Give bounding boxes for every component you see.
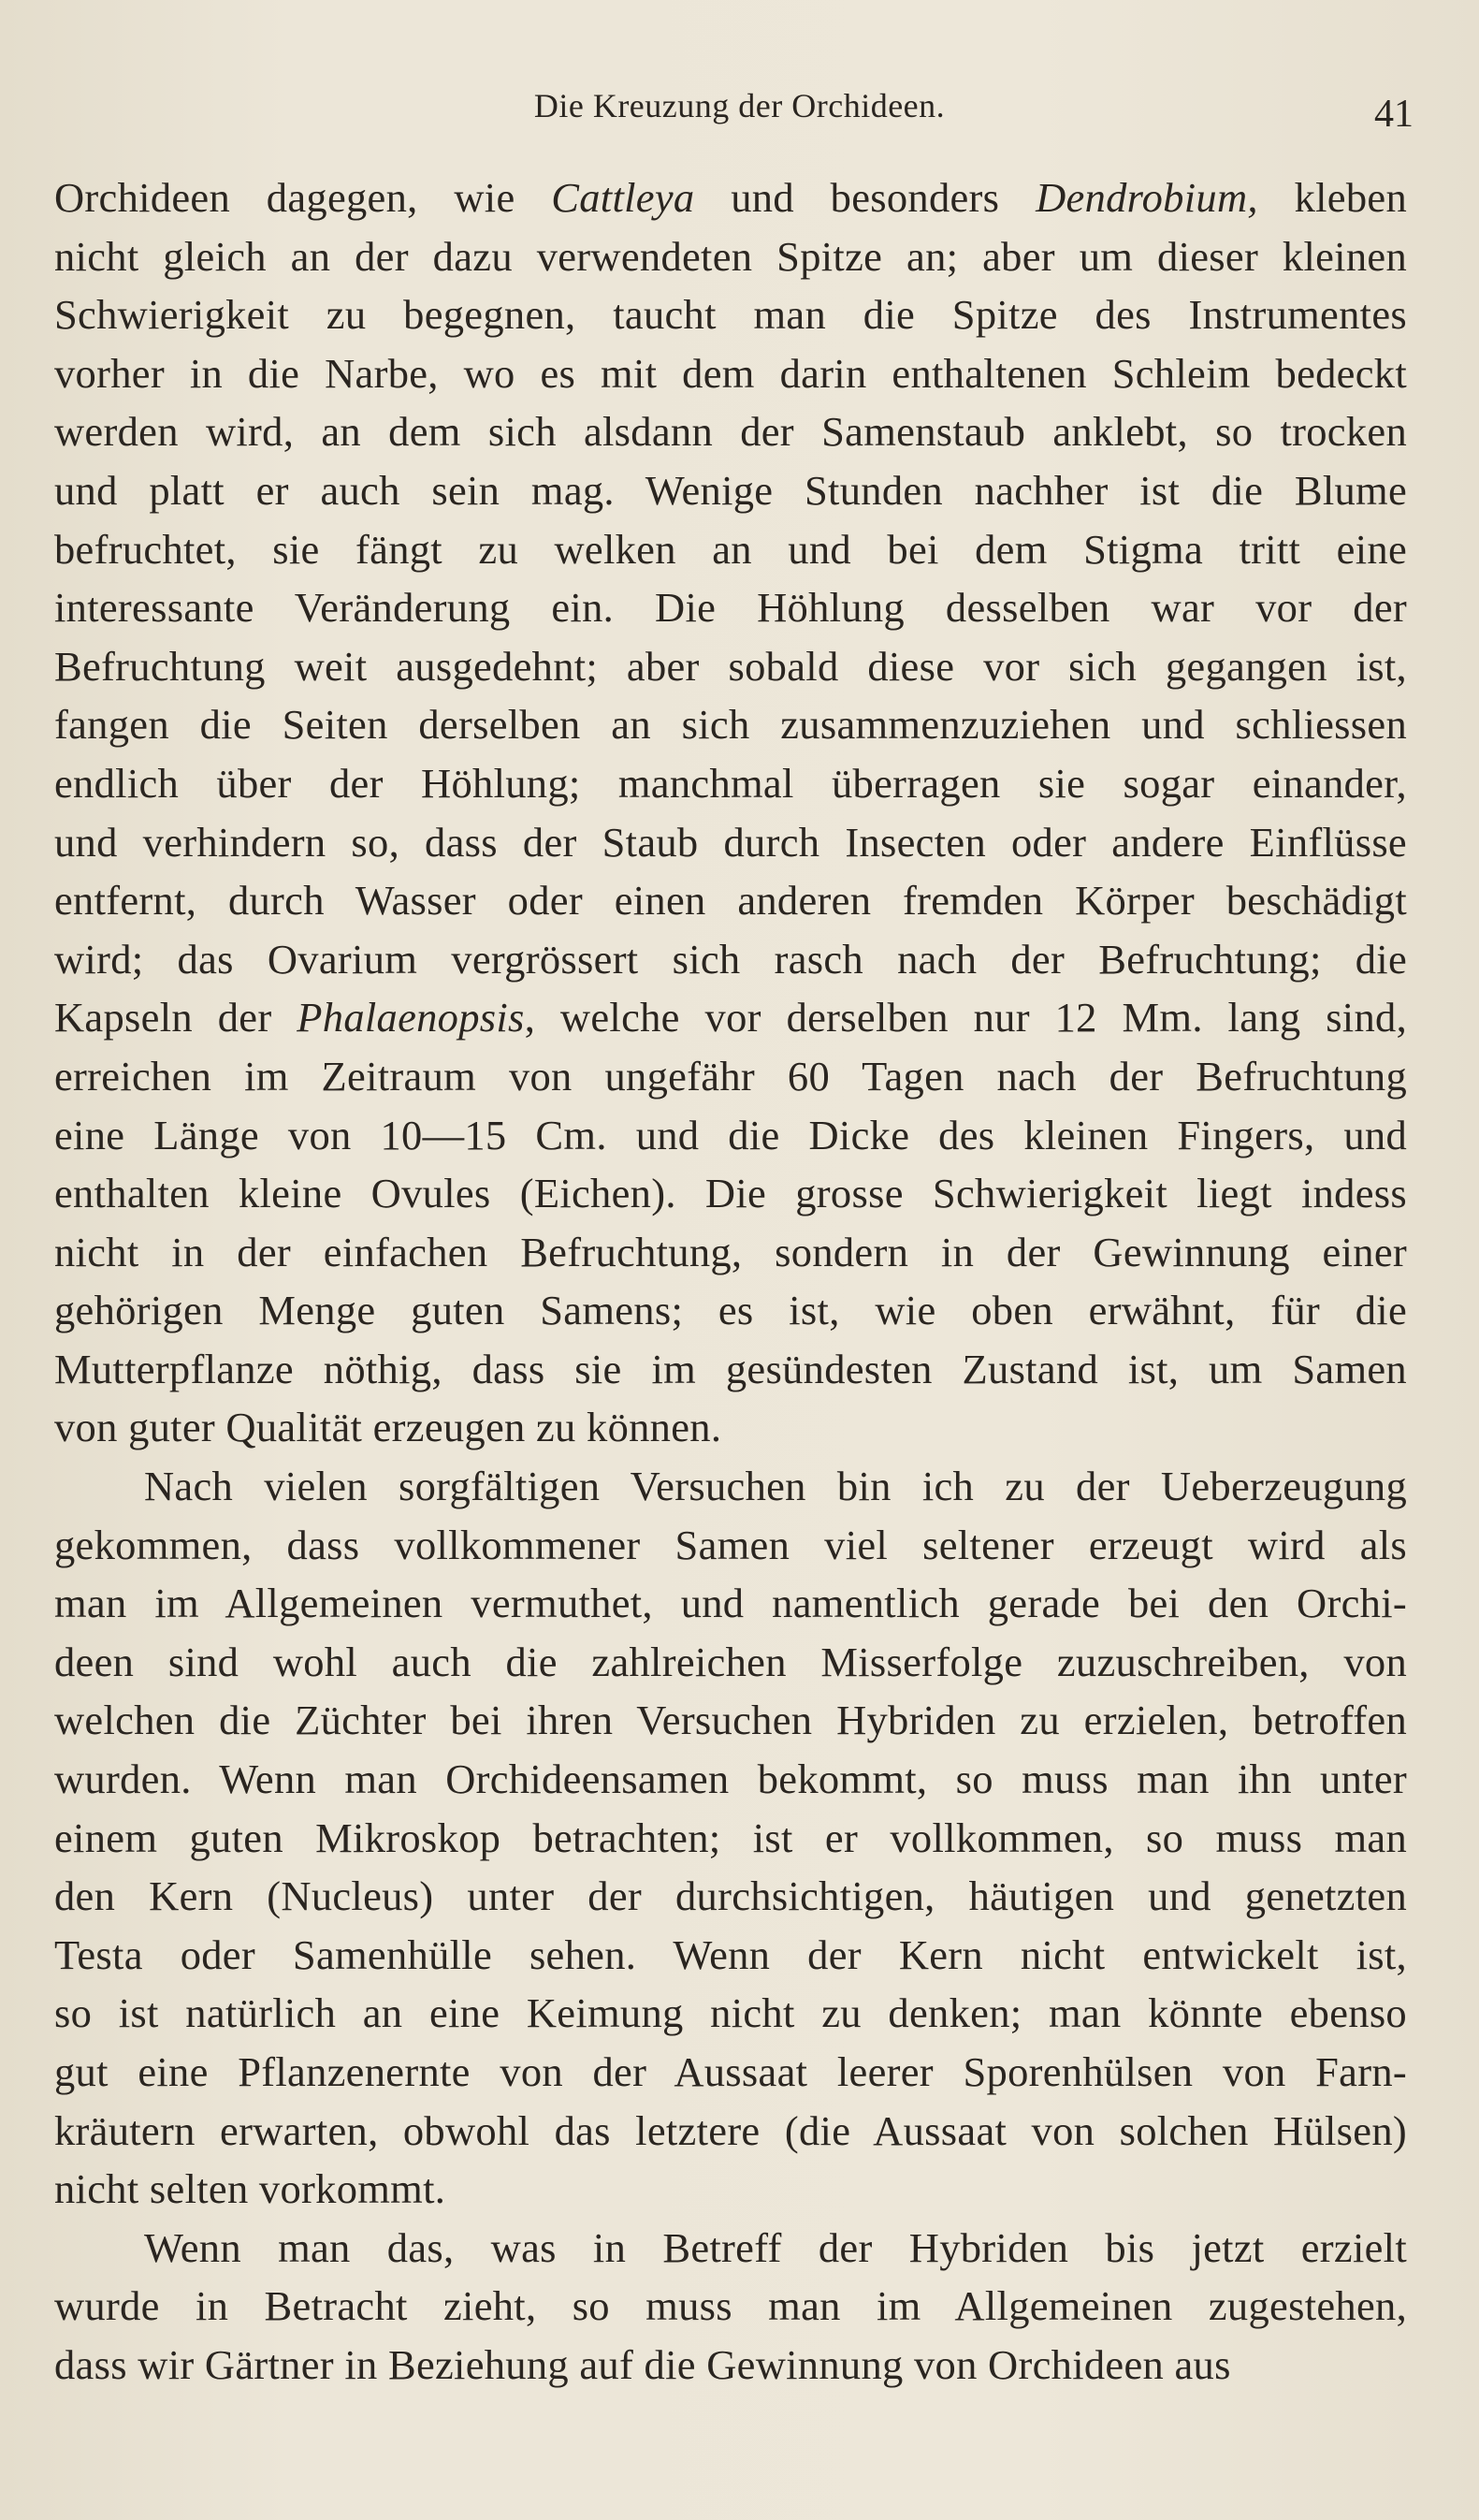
body-text: [54, 168, 1407, 2395]
text-line: [54, 1926, 1407, 1985]
text-line: [54, 1750, 1407, 1809]
text-line: [54, 2043, 1407, 2102]
text-line: [54, 402, 1407, 461]
text-line: [54, 168, 1407, 227]
text-line: [54, 461, 1407, 520]
text-line: [54, 930, 1407, 989]
text-segment: man im Allgemeinen vermuthet, und namentlich gerade bei den Orchi-: [54, 1580, 1407, 1627]
text-segment: kleben: [1257, 174, 1407, 221]
text-segment: welchen die Züchter bei ihren Versuchen Hybriden zu erzielen, betroffen: [54, 1697, 1407, 1744]
text-segment: Wenn man das, was in Betreff der Hybriden bis jetzt erzielt: [144, 2223, 1407, 2271]
text-segment: Befruchtung weit ausgedehnt; aber sobald diese vor sich gegangen ist,: [54, 642, 1407, 690]
italic-term: Dendrobium,: [1036, 174, 1258, 221]
text-line: [54, 988, 1407, 1047]
paragraph: [54, 1457, 1407, 2219]
text-line: [54, 285, 1407, 344]
text-segment: wurde in Betracht zieht, so muss man im Allgemeinen zugestehen,: [54, 2282, 1407, 2330]
page-number: 41: [1374, 93, 1414, 136]
text-segment: werden wird, an dem sich alsdann der Samenstaub anklebt, so trocken: [54, 408, 1407, 456]
text-segment: eine Länge von 10—15 Cm. und die Dicke des kleinen Fingers, und: [54, 1111, 1407, 1158]
text-line: [54, 754, 1407, 813]
text-line: [54, 1809, 1407, 1868]
text-line: [54, 227, 1407, 286]
text-line: [54, 2277, 1407, 2336]
text-segment: Kapseln der: [54, 994, 297, 1042]
text-segment: kräutern erwarten, obwohl das letztere (die Aussaat von solchen Hülsen): [54, 2106, 1407, 2154]
running-head: [0, 86, 1479, 136]
text-segment: erreichen im Zeitraum von ungefähr 60 Tagen nach der Befruchtung: [54, 1052, 1407, 1100]
text-line: [54, 637, 1407, 696]
paragraph: [54, 168, 1407, 1457]
text-line: [54, 578, 1407, 637]
text-segment: Mutterpflanze nöthig, dass sie im gesündesten Zustand ist, um Samen: [54, 1345, 1407, 1392]
text-segment: entfernt, durch Wasser oder einen anderen fremden Körper beschädigt: [54, 877, 1407, 925]
text-line: [54, 2102, 1407, 2161]
text-segment: einem guten Mikroskop betrachten; ist er vollkommen, so muss man: [54, 1814, 1407, 1861]
text-segment: , welche vor derselben nur 12 Mm. lang sind,: [524, 994, 1407, 1042]
text-line: [54, 1340, 1407, 1399]
text-segment: befruchtet, sie fängt zu welken an und bei dem Stigma tritt eine: [54, 525, 1407, 573]
text-line: [54, 1047, 1407, 1106]
text-segment: wurden. Wenn man Orchideensamen bekommt, so muss man ihn unter: [54, 1755, 1407, 1803]
text-line: [54, 813, 1407, 872]
text-line: [54, 1106, 1407, 1165]
text-line: [54, 1633, 1407, 1692]
text-segment: enthalten kleine Ovules (Eichen). Die grosse Schwierigkeit liegt indess: [54, 1170, 1407, 1217]
text-segment: interessante Veränderung ein. Die Höhlung desselben war vor der: [54, 584, 1407, 632]
text-line: [54, 1398, 1407, 1457]
text-line: [54, 2219, 1407, 2278]
text-segment: vorher in die Narbe, wo es mit dem darin enthaltenen Schleim bedeckt: [54, 349, 1407, 397]
text-line: [54, 1691, 1407, 1750]
text-segment: Schwierigkeit zu begegnen, taucht man die Spitze des Instrumentes: [54, 291, 1407, 339]
paragraph: [54, 2219, 1407, 2395]
text-segment: nicht gleich an der dazu verwendeten Spitze an; aber um dieser kleinen: [54, 232, 1407, 280]
text-line: [54, 520, 1407, 579]
text-segment: gehörigen Menge guten Samens; es ist, wie oben erwähnt, für die: [54, 1287, 1407, 1334]
running-title: Die Kreuzung der Orchideen.: [533, 87, 946, 124]
text-line: [54, 871, 1407, 930]
text-segment: nicht in der einfachen Befruchtung, sondern in der Gewinnung einer: [54, 1228, 1407, 1275]
text-segment: und platt er auch sein mag. Wenige Stunden nachher ist die Blume: [54, 466, 1407, 514]
text-line: [54, 2160, 1407, 2219]
text-segment: den Kern (Nucleus) unter der durchsichtigen, häutigen und genetzten: [54, 1872, 1407, 1920]
text-line: [54, 2336, 1407, 2395]
text-segment: wird; das Ovarium vergrössert sich rasch nach der Befruchtung; die: [54, 935, 1407, 983]
text-line: [54, 1457, 1407, 1516]
text-line: [54, 344, 1407, 403]
text-line: [54, 1281, 1407, 1340]
text-line: [54, 1164, 1407, 1223]
text-segment: fangen die Seiten derselben an sich zusammenzuziehen und schliessen: [54, 701, 1407, 749]
text-line: [54, 1984, 1407, 2043]
text-line: [54, 695, 1407, 754]
text-line: [54, 1516, 1407, 1575]
text-segment: Nach vielen sorgfältigen Versuchen bin ich zu der Ueberzeugung: [144, 1463, 1407, 1510]
text-segment: Orchideen dagegen, wie: [54, 174, 552, 221]
italic-term: Phalaenopsis: [297, 994, 525, 1042]
text-segment: von guter Qualität erzeugen zu können.: [54, 1404, 722, 1451]
text-segment: gekommen, dass vollkommener Samen viel seltener erzeugt wird als: [54, 1521, 1407, 1568]
text-segment: so ist natürlich an eine Keimung nicht zu denken; man könnte ebenso: [54, 1989, 1407, 2037]
text-line: [54, 1574, 1407, 1633]
italic-term: Cattleya: [551, 174, 695, 221]
text-segment: nicht selten vorkommt.: [54, 2165, 446, 2213]
text-segment: deen sind wohl auch die zahlreichen Misserfolge zuzuschreiben, von: [54, 1638, 1407, 1685]
text-segment: und verhindern so, dass der Staub durch Insecten oder andere Einflüsse: [54, 818, 1407, 866]
text-line: [54, 1223, 1407, 1282]
text-segment: endlich über der Höhlung; manchmal überragen sie sogar einander,: [54, 759, 1407, 807]
text-segment: dass wir Gärtner in Beziehung auf die Gewinnung von Orchideen aus: [54, 2340, 1231, 2388]
text-segment: Testa oder Samenhülle sehen. Wenn der Kern nicht entwickelt ist,: [54, 1930, 1407, 1978]
text-segment: gut eine Pflanzenernte von der Aussaat leerer Sporenhülsen von Farn-: [54, 2048, 1407, 2095]
text-line: [54, 1867, 1407, 1926]
text-segment: und besonders: [694, 174, 1037, 221]
